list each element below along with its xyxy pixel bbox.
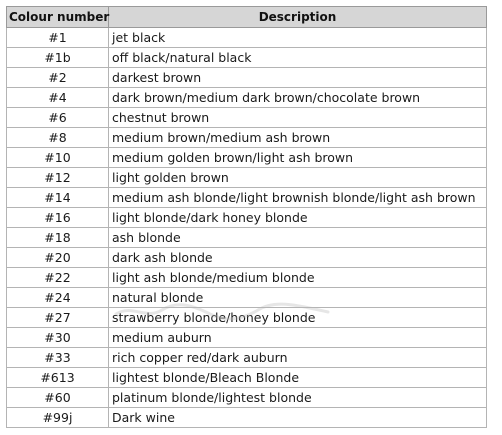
description-cell: light ash blonde/medium blonde — [109, 268, 487, 288]
description-cell: dark brown/medium dark brown/chocolate brown — [109, 88, 487, 108]
description-cell: medium auburn — [109, 328, 487, 348]
table-row — [7, 388, 487, 408]
description-cell: rich copper red/dark auburn — [109, 348, 487, 368]
table-row — [7, 188, 487, 208]
description-cell: off black/natural black — [109, 48, 487, 68]
description-cell: platinum blonde/lightest blonde — [109, 388, 487, 408]
table-row — [7, 328, 487, 348]
colour-number-cell: #60 — [7, 388, 109, 408]
table-row — [7, 128, 487, 148]
table-row — [7, 208, 487, 228]
description-cell: light blonde/dark honey blonde — [109, 208, 487, 228]
description-cell: natural blonde — [109, 288, 487, 308]
colour-number-cell: #24 — [7, 288, 109, 308]
description-cell: chestnut brown — [109, 108, 487, 128]
table-row — [7, 88, 487, 108]
table-row — [7, 228, 487, 248]
colour-number-cell: #6 — [7, 108, 109, 128]
table-row — [7, 408, 487, 428]
colour-number-cell: #10 — [7, 148, 109, 168]
colour-table-container — [6, 6, 487, 428]
table-row — [7, 48, 487, 68]
description-cell: light golden brown — [109, 168, 487, 188]
table-row — [7, 268, 487, 288]
colour-number-cell: #99j — [7, 408, 109, 428]
table-row — [7, 168, 487, 188]
colour-table — [6, 6, 487, 428]
table-row — [7, 308, 487, 328]
colour-number-cell: #16 — [7, 208, 109, 228]
description-cell: darkest brown — [109, 68, 487, 88]
description-cell: medium brown/medium ash brown — [109, 128, 487, 148]
table-row — [7, 368, 487, 388]
colour-number-cell: #1 — [7, 28, 109, 48]
table-row — [7, 248, 487, 268]
colour-number-cell: #2 — [7, 68, 109, 88]
colour-number-cell: #27 — [7, 308, 109, 328]
colour-number-cell: #20 — [7, 248, 109, 268]
colour-number-cell: #12 — [7, 168, 109, 188]
colour-number-cell: #8 — [7, 128, 109, 148]
description-cell: Dark wine — [109, 408, 487, 428]
description-cell: strawberry blonde/honey blonde — [109, 308, 487, 328]
table-row — [7, 28, 487, 48]
table-row — [7, 108, 487, 128]
colour-number-cell: #33 — [7, 348, 109, 368]
colour-number-cell: #1b — [7, 48, 109, 68]
colour-number-cell: #22 — [7, 268, 109, 288]
description-cell: medium ash blonde/light brownish blonde/light ash brown — [109, 188, 487, 208]
table-row — [7, 148, 487, 168]
table-header-row — [7, 7, 487, 28]
colour-number-header: Colour number — [7, 7, 109, 28]
description-cell: lightest blonde/Bleach Blonde — [109, 368, 487, 388]
description-cell: ash blonde — [109, 228, 487, 248]
description-cell: jet black — [109, 28, 487, 48]
colour-number-cell: #613 — [7, 368, 109, 388]
description-header: Description — [109, 7, 487, 28]
colour-number-cell: #18 — [7, 228, 109, 248]
colour-number-cell: #14 — [7, 188, 109, 208]
table-row — [7, 288, 487, 308]
table-row — [7, 348, 487, 368]
description-cell: medium golden brown/light ash brown — [109, 148, 487, 168]
colour-number-cell: #30 — [7, 328, 109, 348]
table-row — [7, 68, 487, 88]
description-cell: dark ash blonde — [109, 248, 487, 268]
colour-number-cell: #4 — [7, 88, 109, 108]
